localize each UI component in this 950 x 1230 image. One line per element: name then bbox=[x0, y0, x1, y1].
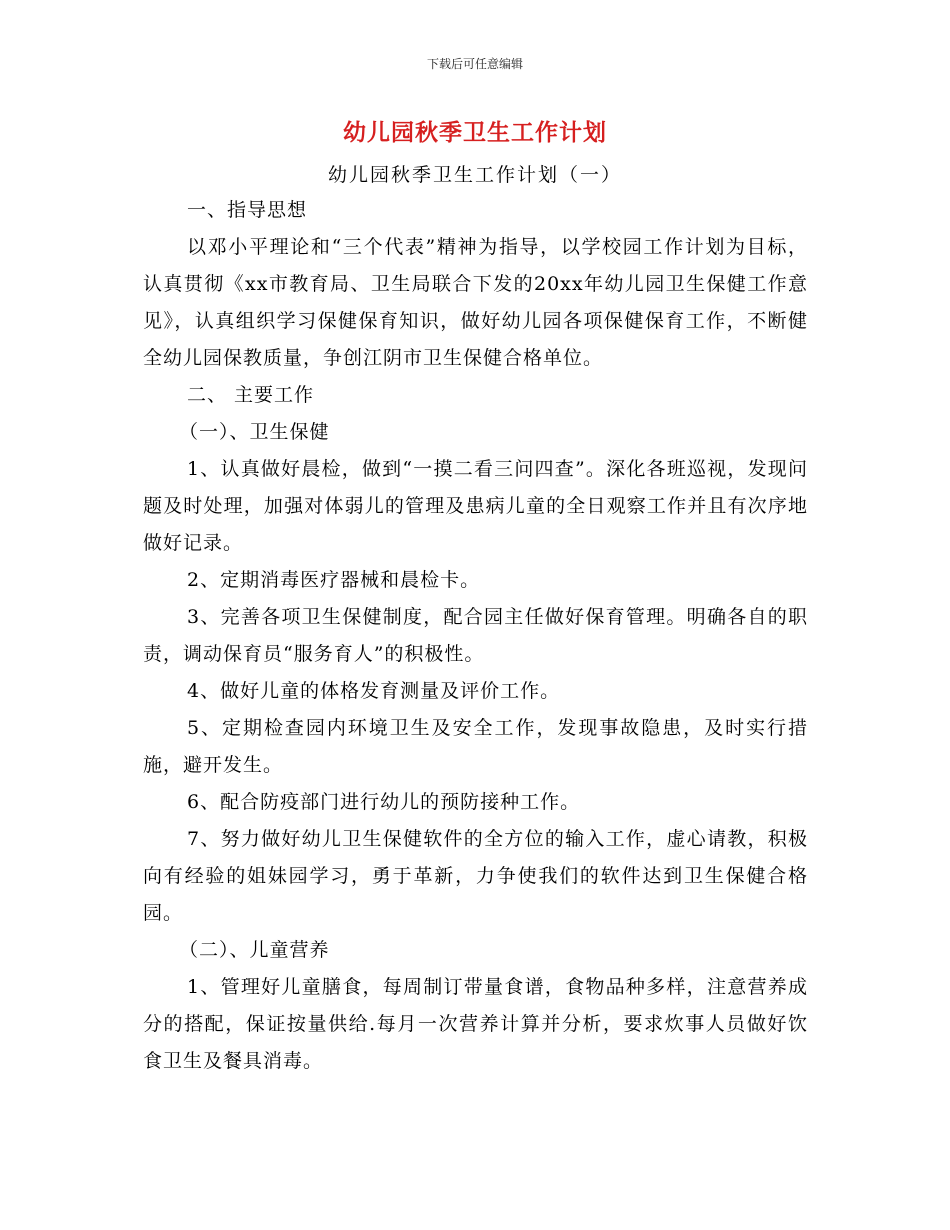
list-item-5: 5、定期检查园内环境卫生及安全工作，发现事故隐患，及时实行措施，避开发生。 bbox=[143, 717, 808, 776]
list-item-3: 3、完善各项卫生保健制度，配合园主任做好保育管理。明确各自的职责，调动保育员“服务育人”的积极性。 bbox=[143, 606, 808, 665]
document-title: 幼儿园秋季卫生工作计划 bbox=[343, 119, 607, 146]
list-item-4: 4、做好儿童的体格发育测量及评价工作。 bbox=[187, 680, 561, 702]
paragraph-guiding-thought: 以邓小平理论和“三个代表”精神为指导，以学校园工作计划为目标，认真贯彻《xx市教育局、卫生局联合下发的20xx年幼儿园卫生保健工作意见》，认真组织学习保健保育知识，做好幼儿园各项保健保育工作，不断健全幼儿园保教质量，争创江阴市卫生保健合格单位。 bbox=[143, 236, 808, 369]
header-note: 下载后可任意编辑 bbox=[426, 57, 523, 71]
nutrition-item-1: 1、管理好儿童膳食，每周制订带量食谱，食物品种多样，注意营养成分的搭配，保证按量供给.每月一次营养计算并分析，要求炊事人员做好饮食卫生及餐具消毒。 bbox=[143, 976, 808, 1072]
subsection-heading-health-care: （一）、卫生保健 bbox=[179, 421, 330, 443]
subsection-heading-nutrition: （二）、儿童营养 bbox=[179, 939, 330, 961]
section-heading-guiding-thought: 一、指导思想 bbox=[187, 199, 308, 221]
document-subtitle: 幼儿园秋季卫生工作计划（一） bbox=[327, 164, 622, 186]
list-item-2: 2、定期消毒医疗器械和晨检卡。 bbox=[187, 569, 481, 591]
section-heading-main-work: 二、 主要工作 bbox=[187, 384, 315, 406]
list-item-7: 7、努力做好幼儿卫生保健软件的全方位的输入工作，虚心请教，积极向有经验的姐妹园学习，勇于革新，力争使我们的软件达到卫生保健合格园。 bbox=[143, 828, 808, 924]
list-item-1: 1、认真做好晨检，做到“一摸二看三问四查”。深化各班巡视，发现问题及时处理，加强对体弱儿的管理及患病儿童的全日观察工作并且有次序地做好记录。 bbox=[143, 458, 808, 554]
list-item-6: 6、配合防疫部门进行幼儿的预防接种工作。 bbox=[187, 791, 581, 813]
document-body bbox=[143, 192, 808, 1080]
